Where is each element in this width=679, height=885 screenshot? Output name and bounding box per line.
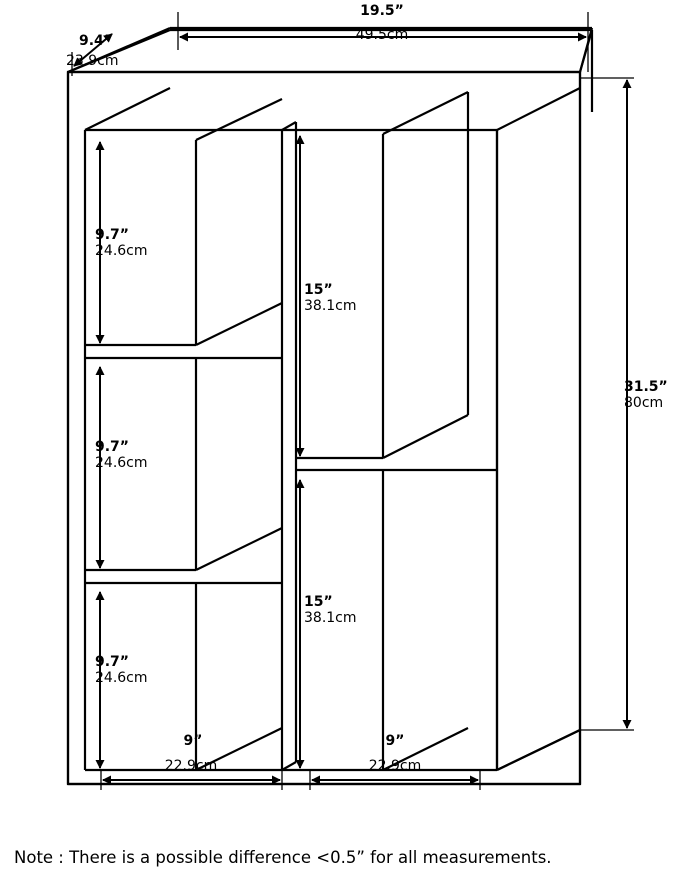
label-right-cube-bottom: 15” 38.1cm [304,594,357,626]
label-overall-width-metric: 49.5cm [355,27,409,43]
label-depth-imperial: 9.4” [79,33,114,49]
label-depth-metric: 23.9cm [66,53,119,69]
label-right-width-imperial: 9” [385,733,405,749]
label-left-cube-bottom: 9.7” 24.6cm [95,654,148,686]
label-overall-width-imperial: 19.5” [360,3,404,19]
label-left-cube-middle: 9.7” 24.6cm [95,439,148,471]
label-left-width-metric: 22.9cm [164,758,218,774]
label-overall-height: 31.5” 80cm [624,379,668,411]
measurement-note: Note : There is a possible difference <0.5” for all measurements. [14,848,552,867]
label-right-cube-top: 15” 38.1cm [304,282,357,314]
label-right-width-metric: 22.9cm [368,758,422,774]
label-left-width-imperial: 9” [183,733,203,749]
label-left-cube-top: 9.7” 24.6cm [95,227,148,259]
